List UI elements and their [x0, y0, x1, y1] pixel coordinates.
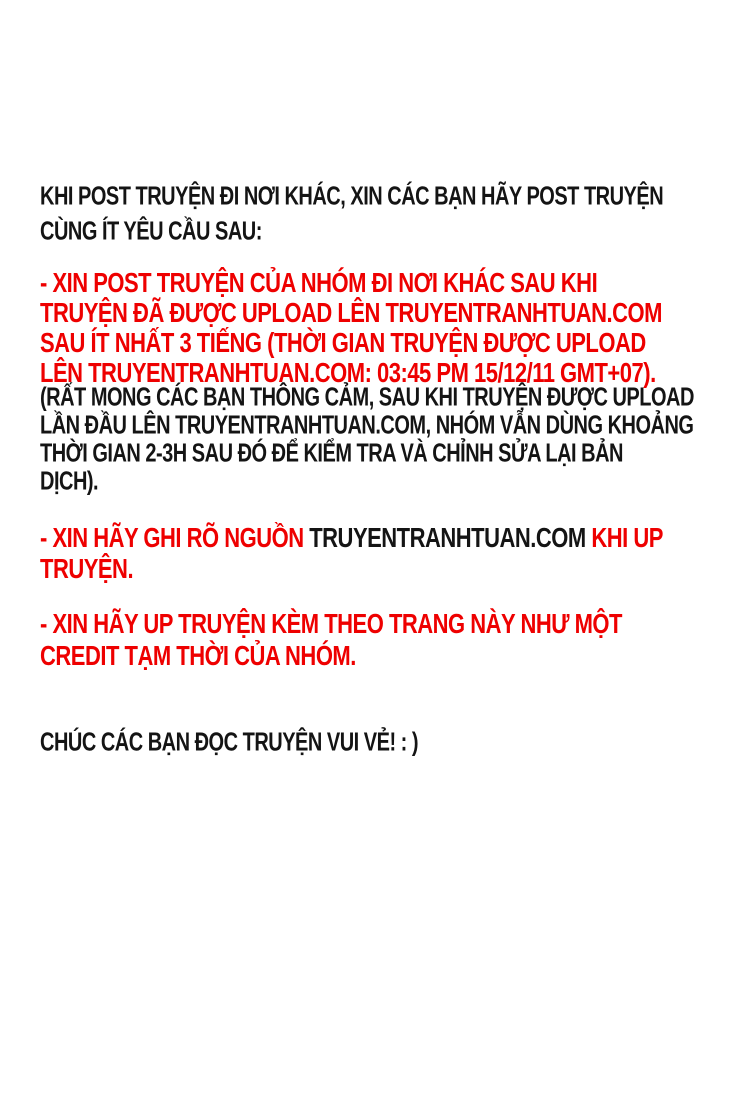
text-line: KHI POST TRUYỆN ĐI NƠI KHÁC, XIN CÁC BẠN HÃY POST TRUYỆN [40, 182, 664, 211]
text-line: LẦN ĐẦU LÊN TRUYENTRANHTUAN.COM, NHÓM VẪN DÙNG KHOẢNG [40, 411, 694, 441]
text-line: THỜI GIAN 2-3H SAU ĐÓ ĐỂ KIỂM TRA VÀ CHỈNH SỬA LẠI BẢN [40, 439, 623, 469]
upload-delay-note [40, 384, 730, 496]
rule-credit-source [40, 522, 730, 584]
text-line: DỊCH). [40, 467, 99, 497]
text-line: TRUYỆN. [40, 552, 134, 585]
source-site-name: TRUYENTRANHTUAN.COM [309, 521, 586, 554]
rule-text-red: KHI UP [585, 521, 663, 554]
text-line: - XIN HÃY UP TRUYỆN KÈM THEO TRANG NÀY NHƯ MỘT [40, 607, 622, 640]
text-line: TRUYỆN ĐÃ ĐƯỢC UPLOAD LÊN TRUYENTRANHTUAN.COM [40, 296, 662, 329]
rule-upload-delay [40, 268, 730, 388]
text-line: SAU ÍT NHẤT 3 TIẾNG (THỜI GIAN TRUYỆN ĐƯỢC UPLOAD [40, 326, 646, 359]
text-line: CREDIT TẠM THỜI CỦA NHÓM. [40, 639, 356, 672]
text-line: CHÚC CÁC BẠN ĐỌC TRUYỆN VUI VẺ! : ) [40, 728, 419, 758]
text-line: LÊN TRUYENTRANHTUAN.COM: 03:45 PM 15/12/11 GMT+07). [40, 356, 656, 389]
rule-credit-page [40, 608, 730, 672]
text-line: CÙNG ÍT YÊU CẦU SAU: [40, 217, 262, 246]
text-line: (RẤT MONG CÁC BẠN THÔNG CẢM, SAU KHI TRUYỆN ĐƯỢC UPLOAD [40, 383, 694, 413]
rule-text-red: - XIN HÃY GHI RÕ NGUỒN [40, 521, 310, 554]
closing-line [40, 726, 730, 760]
intro-paragraph [40, 180, 730, 250]
text-line: - XIN POST TRUYỆN CỦA NHÓM ĐI NƠI KHÁC SAU KHI [40, 266, 598, 299]
